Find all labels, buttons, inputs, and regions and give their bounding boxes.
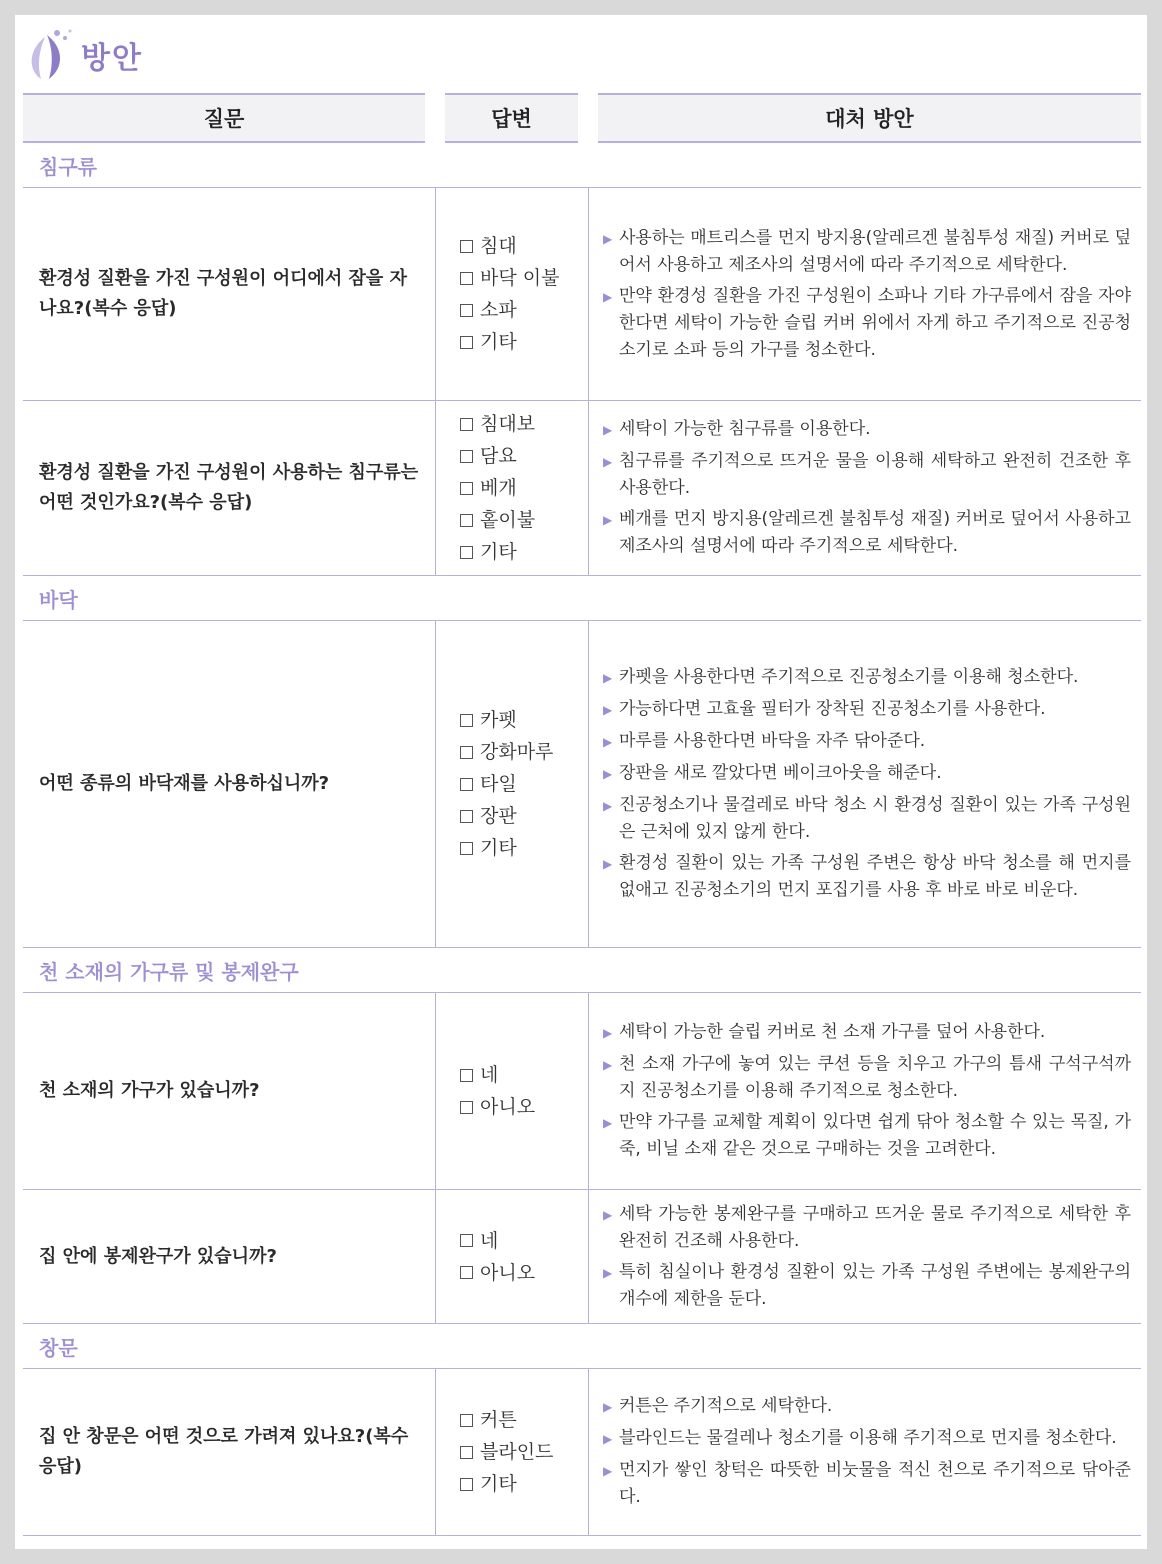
option-checkbox[interactable] <box>460 736 588 768</box>
solution-item <box>603 728 1131 756</box>
option-checkbox[interactable] <box>460 440 588 472</box>
option-checkbox[interactable] <box>460 504 588 536</box>
option-checkbox[interactable] <box>460 768 588 800</box>
checkbox-icon[interactable] <box>460 482 473 495</box>
solution-text: 카펫을 사용한다면 주기적으로 진공청소기를 이용해 청소한다. <box>619 667 1079 687</box>
checkbox-icon[interactable] <box>460 1414 473 1427</box>
solution-item <box>603 1425 1131 1453</box>
option-label: 바닥 이불 <box>480 267 560 289</box>
solution-item <box>603 850 1131 904</box>
option-checkbox[interactable] <box>460 326 588 358</box>
bullet-arrow-icon: ▶ <box>603 1058 613 1072</box>
checkbox-icon[interactable] <box>460 1478 473 1491</box>
answer-options <box>436 993 589 1189</box>
option-label: 기타 <box>480 331 517 353</box>
solution-item <box>603 448 1131 502</box>
checkbox-icon[interactable] <box>460 1446 473 1459</box>
checkbox-icon[interactable] <box>460 842 473 855</box>
option-label: 침대 <box>480 235 517 257</box>
solution-text: 세탁이 가능한 슬립 커버로 천 소재 가구를 덮어 사용한다. <box>619 1022 1046 1042</box>
solution-text: 만약 가구를 교체할 계획이 있다면 쉽게 닦아 청소할 수 있는 목질, 가죽, 비닐 소재 같은 것으로 구매하는 것을 고려한다. <box>619 1112 1131 1159</box>
option-label: 네 <box>480 1064 499 1086</box>
header-answer: 답변 <box>445 93 578 143</box>
solution-item <box>603 664 1131 692</box>
checklist-table <box>23 143 1141 1536</box>
solution-text: 세탁 가능한 봉제완구를 구매하고 뜨거운 물로 주기적으로 세탁한 후 완전히 건조해 사용한다. <box>619 1203 1131 1251</box>
checkbox-icon[interactable] <box>460 778 473 791</box>
option-label: 침대보 <box>480 413 536 435</box>
section-heading: 창문 <box>23 1324 1141 1369</box>
bullet-arrow-icon: ▶ <box>603 1432 613 1446</box>
solution-item <box>603 1051 1131 1105</box>
bullet-arrow-icon: ▶ <box>603 1116 613 1130</box>
option-label: 기타 <box>480 541 517 563</box>
checkbox-icon[interactable] <box>460 1266 473 1279</box>
option-label: 네 <box>480 1229 499 1252</box>
solution-item <box>603 506 1131 560</box>
option-checkbox[interactable] <box>460 1404 588 1436</box>
option-checkbox[interactable] <box>460 1059 588 1091</box>
bullet-arrow-icon: ▶ <box>603 1464 613 1478</box>
solution-item <box>603 283 1131 364</box>
checkbox-icon[interactable] <box>460 418 473 431</box>
solution-text: 베개를 먼지 방지용(알레르겐 불침투성 재질) 커버로 덮어서 사용하고 제조사의 설명서에 따라 주기적으로 세탁한다. <box>619 509 1131 556</box>
question-cell: 집 안 창문은 어떤 것으로 가려져 있나요?(복수 응답) <box>23 1369 436 1535</box>
option-label: 장판 <box>480 805 517 827</box>
question-cell: 환경성 질환을 가진 구성원이 어디에서 잠을 자나요?(복수 응답) <box>23 188 436 400</box>
solution-cell <box>589 1190 1141 1323</box>
solution-text: 환경성 질환이 있는 가족 구성원 주변은 항상 바닥 청소를 해 먼지를 없애고 진공청소기의 먼지 포집기를 사용 후 바로 바로 비운다. <box>619 853 1131 900</box>
section-heading: 침구류 <box>23 143 1141 188</box>
bullet-arrow-icon: ▶ <box>603 231 613 246</box>
solution-text: 가능하다면 고효율 필터가 장착된 진공청소기를 사용한다. <box>619 699 1046 719</box>
bullet-arrow-icon: ▶ <box>603 513 613 527</box>
checkbox-icon[interactable] <box>460 546 473 559</box>
bullet-arrow-icon: ▶ <box>603 1026 613 1040</box>
option-checkbox[interactable] <box>460 1257 588 1289</box>
option-checkbox[interactable] <box>460 408 588 440</box>
option-checkbox[interactable] <box>460 1091 588 1123</box>
checkbox-icon[interactable] <box>460 514 473 527</box>
option-label: 소파 <box>480 299 517 321</box>
bullet-arrow-icon: ▶ <box>603 703 613 717</box>
solution-item <box>603 1393 1131 1421</box>
solution-item <box>603 416 1131 444</box>
checkbox-icon[interactable] <box>460 272 473 285</box>
bullet-arrow-icon: ▶ <box>603 1265 613 1280</box>
solution-text: 만약 환경성 질환을 가진 구성원이 소파나 기타 가구류에서 잠을 자야 한다면 세탁이 가능한 슬립 커버 위에서 자게 하고 주기적으로 진공청소기로 소파 등의 가구를 청소한다. <box>619 285 1131 360</box>
solution-item <box>603 792 1131 846</box>
solution-cell <box>589 993 1141 1189</box>
solution-text: 침구류를 주기적으로 뜨거운 물을 이용해 세탁하고 완전히 건조한 후 사용한다. <box>619 451 1131 498</box>
option-label: 타일 <box>480 773 517 795</box>
option-checkbox[interactable] <box>460 294 588 326</box>
solution-text: 진공청소기나 물걸레로 바닥 청소 시 환경성 질환이 있는 가족 구성원은 근처에 있지 않게 한다. <box>619 795 1131 842</box>
option-checkbox[interactable] <box>460 1468 588 1500</box>
checkbox-icon[interactable] <box>460 1101 473 1114</box>
header-solution: 대처 방안 <box>598 93 1141 143</box>
section-heading: 천 소재의 가구류 및 봉제완구 <box>23 948 1141 993</box>
question-cell: 천 소재의 가구가 있습니까? <box>23 993 436 1189</box>
option-label: 베개 <box>480 477 517 499</box>
checkbox-icon[interactable] <box>460 336 473 349</box>
solution-text: 먼지가 쌓인 창턱은 따뜻한 비눗물을 적신 천으로 주기적으로 닦아준다. <box>619 1460 1131 1507</box>
table-header <box>23 93 1141 141</box>
option-checkbox[interactable] <box>460 472 588 504</box>
bullet-arrow-icon: ▶ <box>603 289 613 304</box>
answer-options <box>436 1190 589 1323</box>
question-cell: 환경성 질환을 가진 구성원이 사용하는 침구류는 어떤 것인가요?(복수 응답) <box>23 401 436 575</box>
header-question: 질문 <box>23 93 425 143</box>
bullet-arrow-icon: ▶ <box>603 1400 613 1414</box>
solution-text: 세탁이 가능한 침구류를 이용한다. <box>619 419 871 439</box>
table-row <box>23 188 1141 401</box>
option-label: 담요 <box>480 445 517 467</box>
option-label: 블라인드 <box>480 1441 554 1463</box>
solution-text: 마루를 사용한다면 바닥을 자주 닦아준다. <box>619 731 926 751</box>
answer-options <box>436 1369 589 1535</box>
solution-text: 블라인드는 물걸레나 청소기를 이용해 주기적으로 먼지를 청소한다. <box>619 1428 1117 1448</box>
option-label: 기타 <box>480 1473 517 1495</box>
checkbox-icon[interactable] <box>460 240 473 253</box>
option-label: 강화마루 <box>480 741 554 763</box>
table-row <box>23 401 1141 576</box>
table-row <box>23 1190 1141 1324</box>
table-row <box>23 993 1141 1190</box>
table-row <box>23 1369 1141 1536</box>
solution-item <box>603 696 1131 724</box>
answer-options <box>436 188 589 400</box>
option-checkbox[interactable] <box>460 832 588 864</box>
solution-item <box>603 1259 1131 1313</box>
solution-item <box>603 760 1131 788</box>
leaf-logo-icon <box>23 27 75 83</box>
option-checkbox[interactable] <box>460 262 588 294</box>
solution-cell <box>589 188 1141 400</box>
checkbox-icon[interactable] <box>460 1234 473 1247</box>
solution-text: 장판을 새로 깔았다면 베이크아웃을 해준다. <box>619 763 942 783</box>
solution-text: 특히 침실이나 환경성 질환이 있는 가족 구성원 주변에는 봉제완구의 개수에 제한을 둔다. <box>619 1261 1131 1309</box>
option-label: 커튼 <box>480 1409 517 1431</box>
bullet-arrow-icon: ▶ <box>603 455 613 469</box>
option-checkbox[interactable] <box>460 536 588 568</box>
option-label: 카펫 <box>480 709 517 731</box>
table-row <box>23 621 1141 948</box>
checkbox-icon[interactable] <box>460 714 473 727</box>
answer-options <box>436 401 589 575</box>
section-heading: 바닥 <box>23 576 1141 621</box>
checkbox-icon[interactable] <box>460 746 473 759</box>
solution-text: 사용하는 매트리스를 먼지 방지용(알레르겐 불침투성 재질) 커버로 덮어서 사용하고 제조사의 설명서에 따라 주기적으로 세탁한다. <box>619 227 1131 275</box>
option-checkbox[interactable] <box>460 1225 588 1257</box>
answer-options <box>436 621 589 947</box>
question-cell: 집 안에 봉제완구가 있습니까? <box>23 1190 436 1323</box>
solution-item <box>603 1457 1131 1511</box>
solution-item <box>603 1109 1131 1163</box>
checkbox-icon[interactable] <box>460 304 473 317</box>
bullet-arrow-icon: ▶ <box>603 1207 613 1222</box>
document-page <box>15 15 1147 1549</box>
question-cell: 어떤 종류의 바닥재를 사용하십니까? <box>23 621 436 947</box>
solution-item <box>603 1019 1131 1047</box>
solution-cell <box>589 401 1141 575</box>
bullet-arrow-icon: ▶ <box>603 671 613 685</box>
checkbox-icon[interactable] <box>460 810 473 823</box>
option-checkbox[interactable] <box>460 1436 588 1468</box>
option-label: 홑이불 <box>480 509 536 531</box>
option-label: 기타 <box>480 837 517 859</box>
title-block <box>23 25 143 85</box>
solution-cell <box>589 621 1141 947</box>
solution-text: 커튼은 주기적으로 세탁한다. <box>619 1396 833 1416</box>
bullet-arrow-icon: ▶ <box>603 857 613 871</box>
bullet-arrow-icon: ▶ <box>603 799 613 813</box>
bullet-arrow-icon: ▶ <box>603 767 613 781</box>
bullet-arrow-icon: ▶ <box>603 735 613 749</box>
option-checkbox[interactable] <box>460 230 588 262</box>
solution-item <box>603 1201 1131 1255</box>
checkbox-icon[interactable] <box>460 1069 473 1082</box>
checkbox-icon[interactable] <box>460 450 473 463</box>
solution-text: 천 소재 가구에 놓여 있는 쿠션 등을 치우고 가구의 틈새 구석구석까지 진공청소기를 이용해 주기적으로 청소한다. <box>619 1054 1131 1101</box>
solution-cell <box>589 1369 1141 1535</box>
option-label: 아니오 <box>480 1261 536 1284</box>
option-label: 아니오 <box>480 1096 536 1118</box>
solution-item <box>603 225 1131 279</box>
option-checkbox[interactable] <box>460 800 588 832</box>
option-checkbox[interactable] <box>460 704 588 736</box>
bullet-arrow-icon: ▶ <box>603 423 613 437</box>
page-title: 방안 <box>81 41 143 76</box>
